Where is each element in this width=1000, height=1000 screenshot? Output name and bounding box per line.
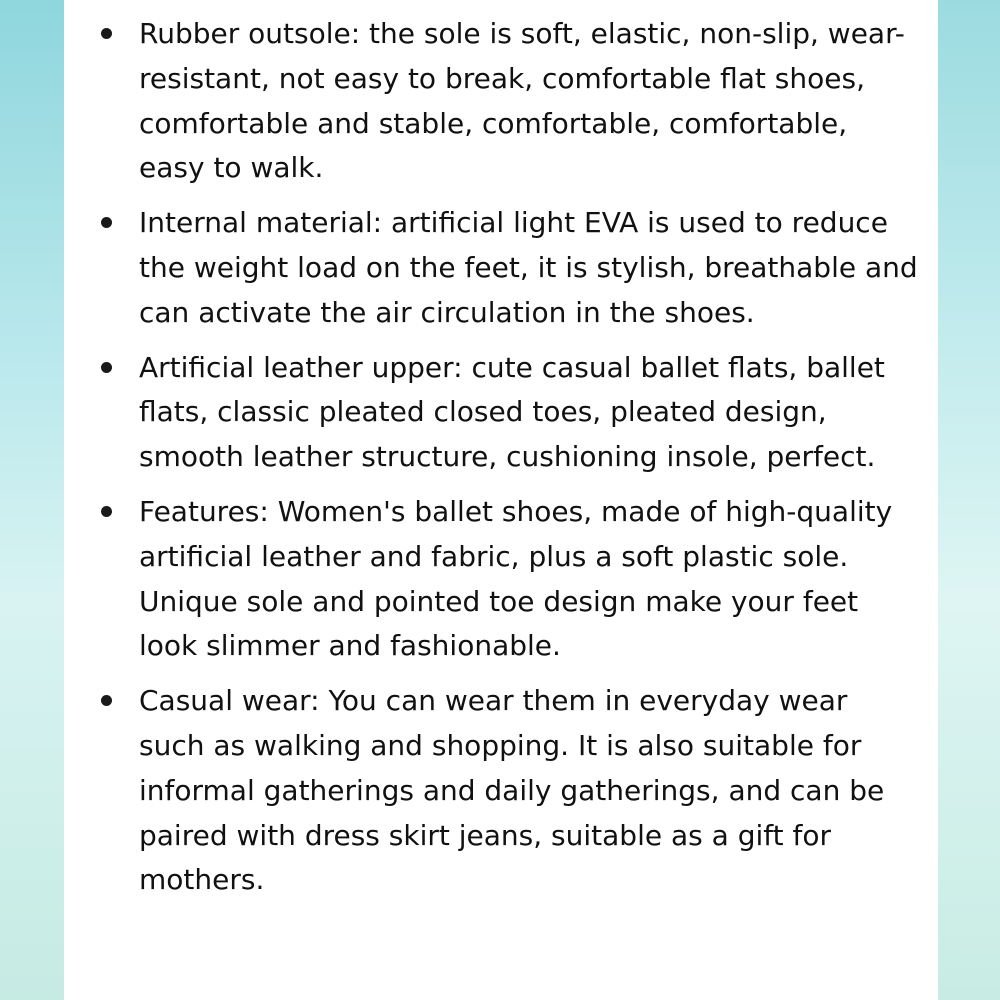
bullet-dot-icon	[101, 362, 112, 373]
feature-bullet-text: Casual wear: You can wear them in everyday wear such as walking and shopping. It is also suitable for informal gatherings and daily gatherings, and can be paired with dress skirt jeans, suitable as a gift for mothers.	[139, 684, 885, 897]
feature-bullet-text: Internal material: artificial light EVA is used to reduce the weight load on the feet, it is stylish, breathable and can activate the air circulation in the shoes.	[139, 206, 918, 329]
product-description-panel[interactable]	[64, 0, 938, 1000]
feature-bullet-rubber-outsole	[64, 12, 938, 191]
bullet-dot-icon	[101, 695, 112, 706]
bullet-dot-icon	[101, 217, 112, 228]
feature-bullet-features	[64, 490, 938, 669]
left-background-strip	[0, 0, 64, 1000]
feature-bullet-text: Features: Women's ballet shoes, made of high-quality artificial leather and fabric, plus a soft plastic sole. Unique sole and pointed toe design make your feet look slimmer and fashionable.	[139, 494, 893, 663]
feature-bullet-casual-wear	[64, 679, 938, 903]
feature-bullet-leather-upper	[64, 346, 938, 480]
bullet-dot-icon	[101, 28, 112, 39]
feature-bullet-list	[64, 12, 938, 913]
feature-bullet-internal-material	[64, 201, 938, 335]
bullet-dot-icon	[101, 506, 112, 517]
feature-bullet-text: Rubber outsole: the sole is soft, elastic, non-slip, wear-resistant, not easy to break, comfortable flat shoes, comfortable and stable, comfortable, comfortable, easy to walk.	[139, 17, 905, 185]
right-background-strip	[938, 0, 1000, 1000]
feature-bullet-text: Artificial leather upper: cute casual ballet flats, ballet flats, classic pleated closed toes, pleated design, smooth leather structure, cushioning insole, perfect.	[139, 350, 885, 474]
